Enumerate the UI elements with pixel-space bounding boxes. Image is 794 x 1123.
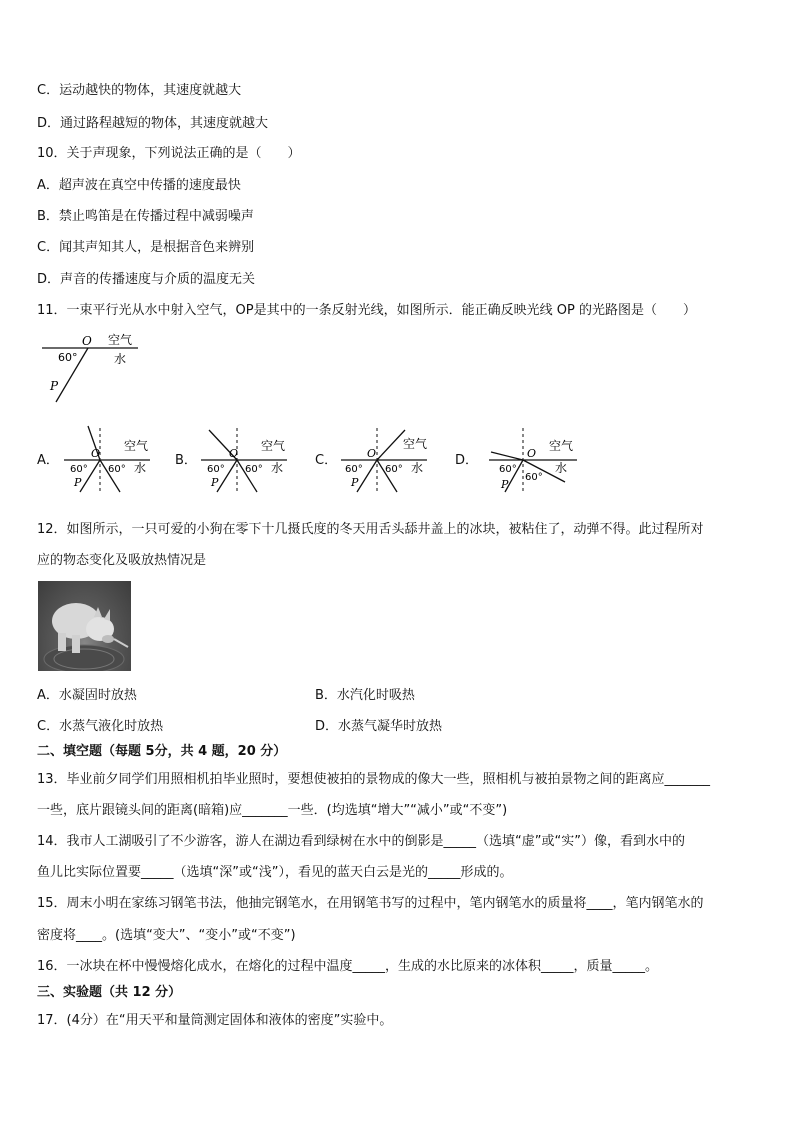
svg-text:60°: 60° (70, 464, 88, 475)
point-o-label: O (82, 334, 92, 348)
question-13-line2: 一些，底片跟镜头间的距离(暗箱)应_______一些．(均选填“增大”“减小”或“不变”) (37, 803, 508, 818)
svg-text:P: P (74, 476, 82, 489)
dog-on-manhole-photo (38, 581, 131, 671)
question-15-line1: 15．周末小明在家练习钢笔书法，他抽完钢笔水，在用钢笔书写的过程中，笔内钢笔水的质量将____，笔内钢笔水的 (37, 896, 704, 911)
svg-text:60°: 60° (345, 464, 363, 475)
option-10c: C．闻其声知其人，是根据音色来辨别 (37, 240, 255, 255)
svg-text:O: O (527, 447, 537, 460)
question-12-line2: 应的物态变化及吸放热情况是 (37, 553, 207, 568)
svg-text:60°: 60° (525, 472, 543, 483)
water-label: 水 (114, 352, 127, 366)
svg-text:O: O (229, 447, 239, 460)
question-12-line1: 12．如图所示，一只可爱的小狗在零下十几摄氏度的冬天用舌头舔井盖上的冰块，被粘住了，动弹不得。此过程所对 (37, 522, 704, 537)
option-11d-diagram (485, 422, 585, 497)
question-14-line1: 14．我市人工湖吸引了不少游客，游人在湖边看到绿树在水中的倒影是_____（选填“虚”或“实”）像，看到水中的 (37, 834, 685, 849)
svg-text:空气: 空气 (549, 439, 574, 453)
svg-text:空气: 空气 (261, 439, 286, 453)
svg-text:水: 水 (134, 461, 147, 475)
point-p-label: P (50, 379, 59, 393)
option-11d-label: D． (455, 453, 479, 468)
air-label: 空气 (108, 333, 133, 347)
svg-text:水: 水 (411, 461, 424, 475)
question-15-line2: 密度将____。(选填“变大”、“变小”或“不变”) (37, 928, 296, 943)
svg-text:O: O (91, 447, 101, 460)
svg-text:60°: 60° (385, 464, 403, 475)
svg-text:60°: 60° (499, 464, 517, 475)
option-11a-diagram (58, 422, 158, 497)
svg-text:水: 水 (555, 461, 568, 475)
svg-text:P: P (211, 476, 219, 489)
option-11a-label: A． (37, 453, 59, 468)
svg-text:空气: 空气 (124, 439, 149, 453)
option-12a: A．水凝固时放热 (37, 688, 137, 703)
option-11b-diagram (195, 422, 295, 497)
question-16: 16．一冰块在杯中慢慢熔化成水，在熔化的过程中温度_____，生成的水比原来的冰体积_____，质量_____。 (37, 959, 659, 974)
svg-text:P: P (351, 476, 359, 489)
svg-text:P: P (501, 478, 509, 491)
option-10a: A．超声波在真空中传播的速度最快 (37, 178, 241, 193)
question-17: 17．(4分）在“用天平和量筒测定固体和液体的密度”实验中。 (37, 1013, 393, 1028)
svg-text:O: O (367, 447, 377, 460)
svg-text:60°: 60° (108, 464, 126, 475)
question-10: 10．关于声现象，下列说法正确的是（ ） (37, 146, 301, 161)
section-3-heading: 三、实验题（共 12 分） (37, 985, 182, 1000)
svg-text:60°: 60° (245, 464, 263, 475)
section-2-heading: 二、填空题（每题 5分，共 4 题，20 分） (37, 744, 287, 759)
option-11b-label: B． (175, 453, 197, 468)
option-12c: C．水蒸气液化时放热 (37, 719, 164, 734)
question-13-line1: 13．毕业前夕同学们用照相机拍毕业照时，要想使被拍的景物成的像大一些，照相机与被拍景物之间的距离应_______ (37, 772, 711, 787)
angle-label: 60° (58, 351, 78, 364)
option-12b: B．水汽化时吸热 (315, 688, 415, 703)
line-q9c: C．运动越快的物体，其速度就越大 (37, 83, 242, 98)
option-12d: D．水蒸气凝华时放热 (315, 719, 443, 734)
option-11c-diagram (335, 422, 435, 497)
question-14-line2: 鱼儿比实际位置要_____（选填“深”或“浅”），看见的蓝天白云是光的_____形成的。 (37, 865, 513, 880)
option-10d: D．声音的传播速度与介质的温度无关 (37, 272, 256, 287)
svg-text:60°: 60° (207, 464, 225, 475)
line-q9d: D．通过路程越短的物体，其速度就越大 (37, 116, 269, 131)
option-10b: B．禁止鸣笛是在传播过程中减弱噪声 (37, 209, 254, 224)
svg-text:水: 水 (271, 461, 284, 475)
question-11: 11．一束平行光从水中射入空气，OP是其中的一条反射光线，如图所示．能正确反映光线 OP 的光路图是（ ） (37, 303, 696, 318)
option-11c-label: C． (315, 453, 338, 468)
svg-text:空气: 空气 (403, 437, 428, 451)
q11-reference-diagram (38, 330, 148, 405)
